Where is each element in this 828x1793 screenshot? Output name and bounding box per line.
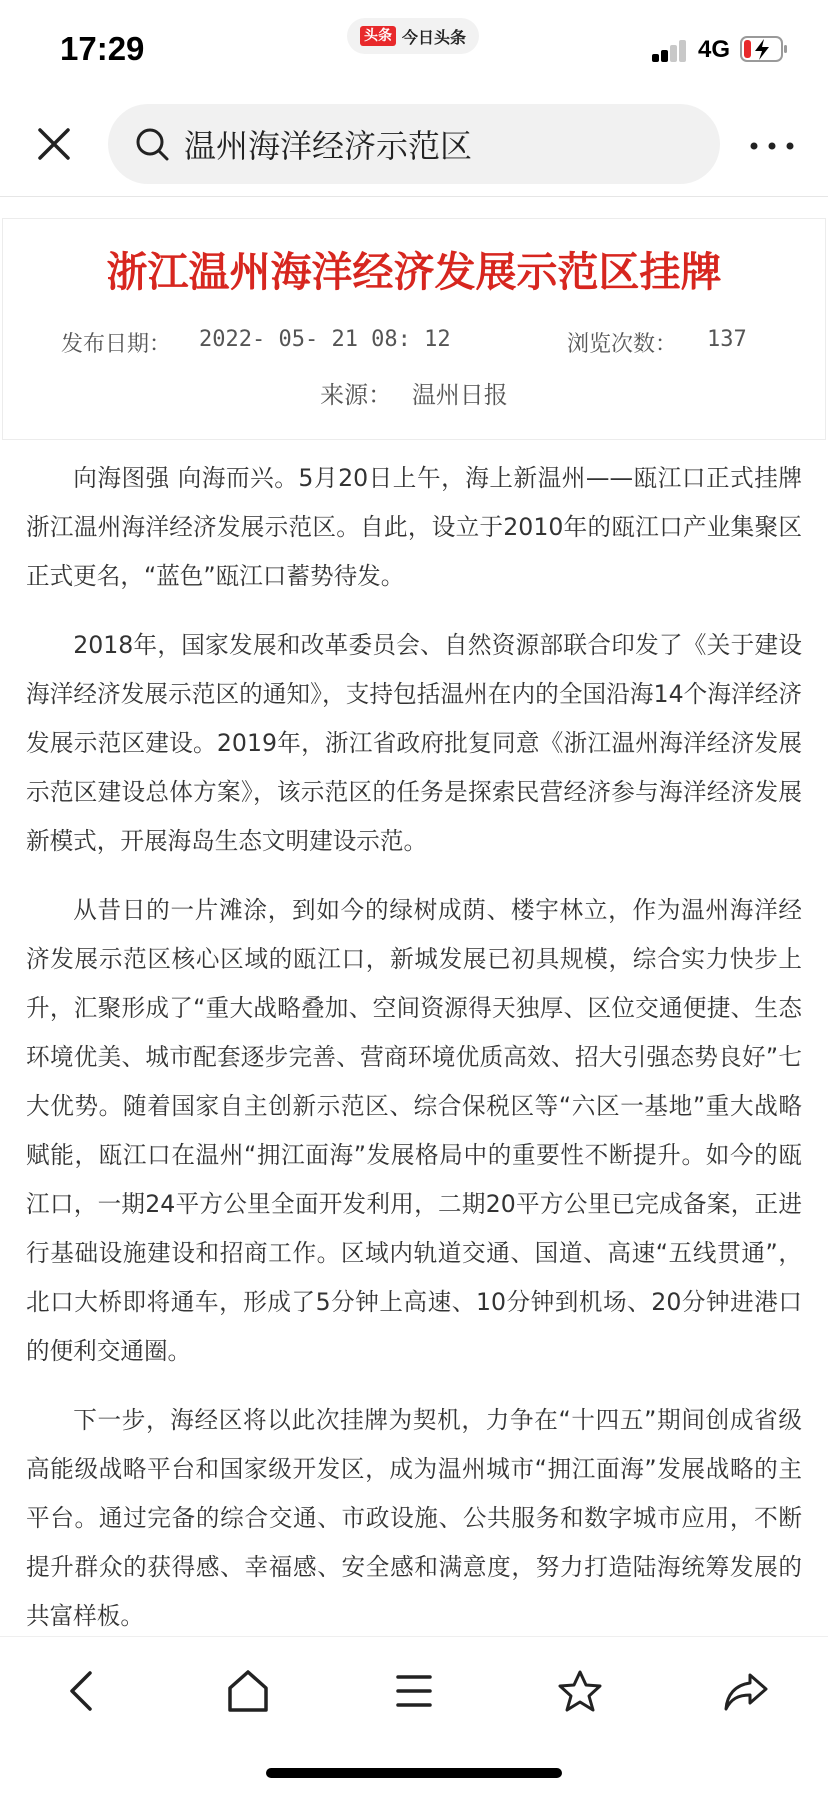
article-source [3,375,825,410]
source-value: 温州日报 [411,381,508,409]
share-button[interactable] [714,1659,778,1723]
network-type: 4G [698,36,731,63]
star-icon [556,1668,604,1714]
status-bar [0,0,828,100]
menu-icon [392,1671,436,1711]
publish-date-value: 2022- 05- 21 08: 12 [199,327,451,352]
search-query-text: 温州海洋经济示范区 [184,127,473,165]
article-header [2,218,826,440]
search-input[interactable] [108,104,720,184]
article-title: 浙江温州海洋经济发展示范区挂牌 [106,248,722,296]
article-paragraph: 2018年，国家发展和改革委员会、自然资源部联合印发了《关于建设海洋经济发展示范区的通知》，支持包括温州在内的全国沿海14个海洋经济发展示范区建设。2019年，浙江省政府批复同意《浙江温州海洋经济发展示范区建设总体方案》，该示范区的任务是探索民营经济参与海洋经济发展新模式，开展海岛生态文明建设示范。 [26,631,802,855]
view-count-value: 137 [707,327,747,352]
article-paragraph: 从昔日的一片滩涂，到如今的绿树成荫、楼宇林立，作为温州海洋经济发展示范区核心区域的瓯江口，新城发展已初具规模，综合实力快步上升，汇聚形成了“重大战略叠加、空间资源得天独厚、区位交通便捷、生态环境优美、城市配套逐步完善、营商环境优质高效、招大引强态势良好”七大优势。随着国家自主创新示范区、综合保税区等“六区一基地”重大战略赋能，瓯江口在温州“拥江面海”发展格局中的重要性不断提升。如今的瓯江口，一期24平方公里全面开发利用，二期20平方公里已完成备案，正进行基础设施建设和招商工作。区域内轨道交通、国道、高速“五线贯通”，北口大桥即将通车，形成了5分钟上高速、10分钟到机场、20分钟进港口的便利交通圈。 [26,896,802,1365]
article-paragraph: 向海图强 向海而兴。5月20日上午，海上新温州——瓯江口正式挂牌浙江温州海洋经济发展示范区。自此，设立于2010年的瓯江口产业集聚区正式更名，“蓝色”瓯江口蓄势待发。 [26,464,802,590]
app-name: 今日头条 [401,27,466,47]
home-icon [224,1668,272,1714]
app-logo: 头条 [360,26,396,46]
share-icon [722,1669,770,1713]
cellular-signal-icon [652,40,688,62]
article-meta [3,327,825,367]
bottom-nav-bar [0,1636,828,1793]
article-paragraph: 下一步，海经区将以此次挂牌为契机，力争在“十四五”期间创成省级高能级战略平台和国家级开发区，成为温州城市“拥江面海”发展战略的主平台。通过完备的综合交通、市政设施、公共服务和数字城市应用，不断提升群众的获得感、幸福感、安全感和满意度，努力打造陆海统筹发展的共富样板。 [26,1406,802,1630]
view-count-label: 浏览次数： [567,332,678,357]
menu-button[interactable] [382,1659,446,1723]
more-dots-icon[interactable] [744,126,800,166]
source-label: 来源： [320,381,393,409]
search-icon [132,124,172,164]
home-indicator[interactable] [266,1768,562,1778]
status-time: 17:29 [60,30,145,67]
back-chevron-icon [62,1669,102,1713]
battery-charging-icon [740,36,788,62]
home-button[interactable] [216,1659,280,1723]
article-body [26,454,802,1661]
app-indicator-pill[interactable] [347,18,479,54]
publish-date-label: 发布日期： [61,332,172,357]
search-header [0,100,828,197]
back-button[interactable] [50,1659,114,1723]
favorite-button[interactable] [548,1659,612,1723]
close-icon[interactable] [32,122,76,166]
